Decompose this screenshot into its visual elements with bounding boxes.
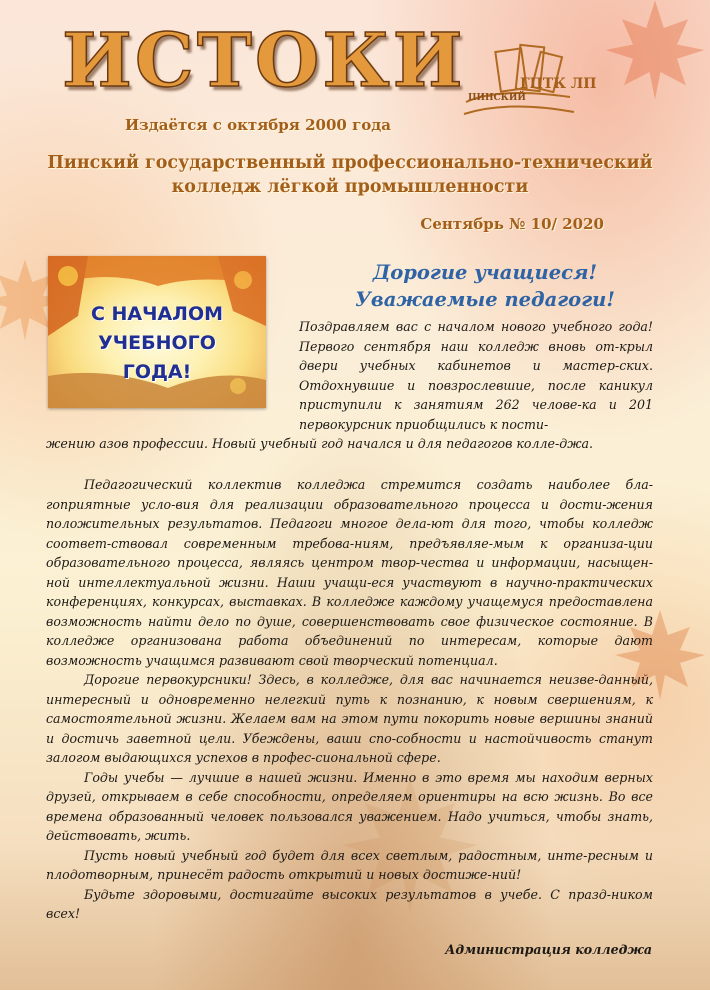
publication-since: Издаётся с октября 2000 года bbox=[125, 116, 391, 134]
issue-number: Сентябрь № 10/ 2020 bbox=[420, 215, 604, 233]
article-paragraph: Дорогие первокурсники! Здесь, в колледже, для вас начинается неизве-данный, интересный и одновременно нелегкий путь к познанию, к новым свершениям, к самостоятельной жизни. Желаем вам на этом пути покорить новые вершины знаний и достичь заветной цели. Убеждены, ваши спо-собности и настойчивость станут залогом выдающихся успехов в профес-сиональной сфере. bbox=[46, 672, 653, 765]
newspaper-title: ИСТОКИ bbox=[62, 18, 466, 104]
greeting-banner-image bbox=[48, 256, 266, 408]
college-name-line1: Пинский государственный профессионально-технический bbox=[47, 153, 653, 173]
college-logo bbox=[458, 42, 597, 122]
article-paragraph: Годы учебы — лучшие в нашей жизни. Именно в это время мы находим верных друзей, открываем в себе способности, определяем ориентиры на всю жизнь. Во все времена образованный человек пользовался уважением. Надо учиться, чтобы знать, действовать, жить. bbox=[46, 769, 653, 843]
logo-caption: ПИНСКИЙ bbox=[468, 93, 526, 103]
college-name-line2: колледж лёгкой промышленности bbox=[171, 177, 529, 197]
article-paragraph: Пусть новый учебный год будет для всех светлым, радостным, инте-ресным и плодотворным, принесёт радость открытий и новых достиже-ний! bbox=[46, 847, 653, 882]
intro-paragraph-top: Поздравляем вас с началом нового учебного года! Первого сентября наш колледж вновь от-крыл двери учебных кабинетов и мастер-ских. Отдохнувшие и повзрослевшие, после каникул приступили к занятиям 262 челове-ка и 201 первокурсник приобщились к пости- bbox=[299, 319, 653, 432]
college-name bbox=[30, 151, 670, 199]
article-paragraph: Педагогический коллектив колледжа стремится создать наиболее бла-гоприятные усло-вия для реализации образовательного процесса и дости-жения положительных результатов. Педагоги многое дела-ют для того, чтобы колледж соответ-ствовал современным требова-ниям, предъявляе-мым к организа-ции образовательного процесса, являясь центром твор-чества и информации, насыщен-ной интеллектуальной жизни. Наши учащи-еся участвуют в научно-практических конференциях, конкурсах, выставках. В колледже каждому учащемуся предоставлена возможность найти дело по душе, совершенствовать свое физическое состояние. В колледже организована работа объединений по интересам, которые дают возможность учащимся развивают свой творческий потенциал. bbox=[46, 477, 653, 668]
greeting-heading: Дорогие учащиеся! Уважаемые педагоги! bbox=[355, 261, 615, 311]
article-body bbox=[46, 475, 653, 924]
logo-letters: ГПТК ЛП bbox=[520, 76, 597, 92]
banner-text: С НАЧАЛОМ УЧЕБНОГО ГОДА! bbox=[90, 303, 224, 383]
intro-paragraph-bottom: жению азов профессии. Новый учебный год начался и для педагогов колле-джа. bbox=[46, 436, 594, 451]
article-paragraph: Будьте здоровыми, достигайте высоких результатов в учебе. С празд-ником всех! bbox=[46, 886, 653, 921]
maple-leaf-decoration bbox=[600, 0, 710, 110]
signature: Администрация колледжа bbox=[445, 942, 652, 957]
